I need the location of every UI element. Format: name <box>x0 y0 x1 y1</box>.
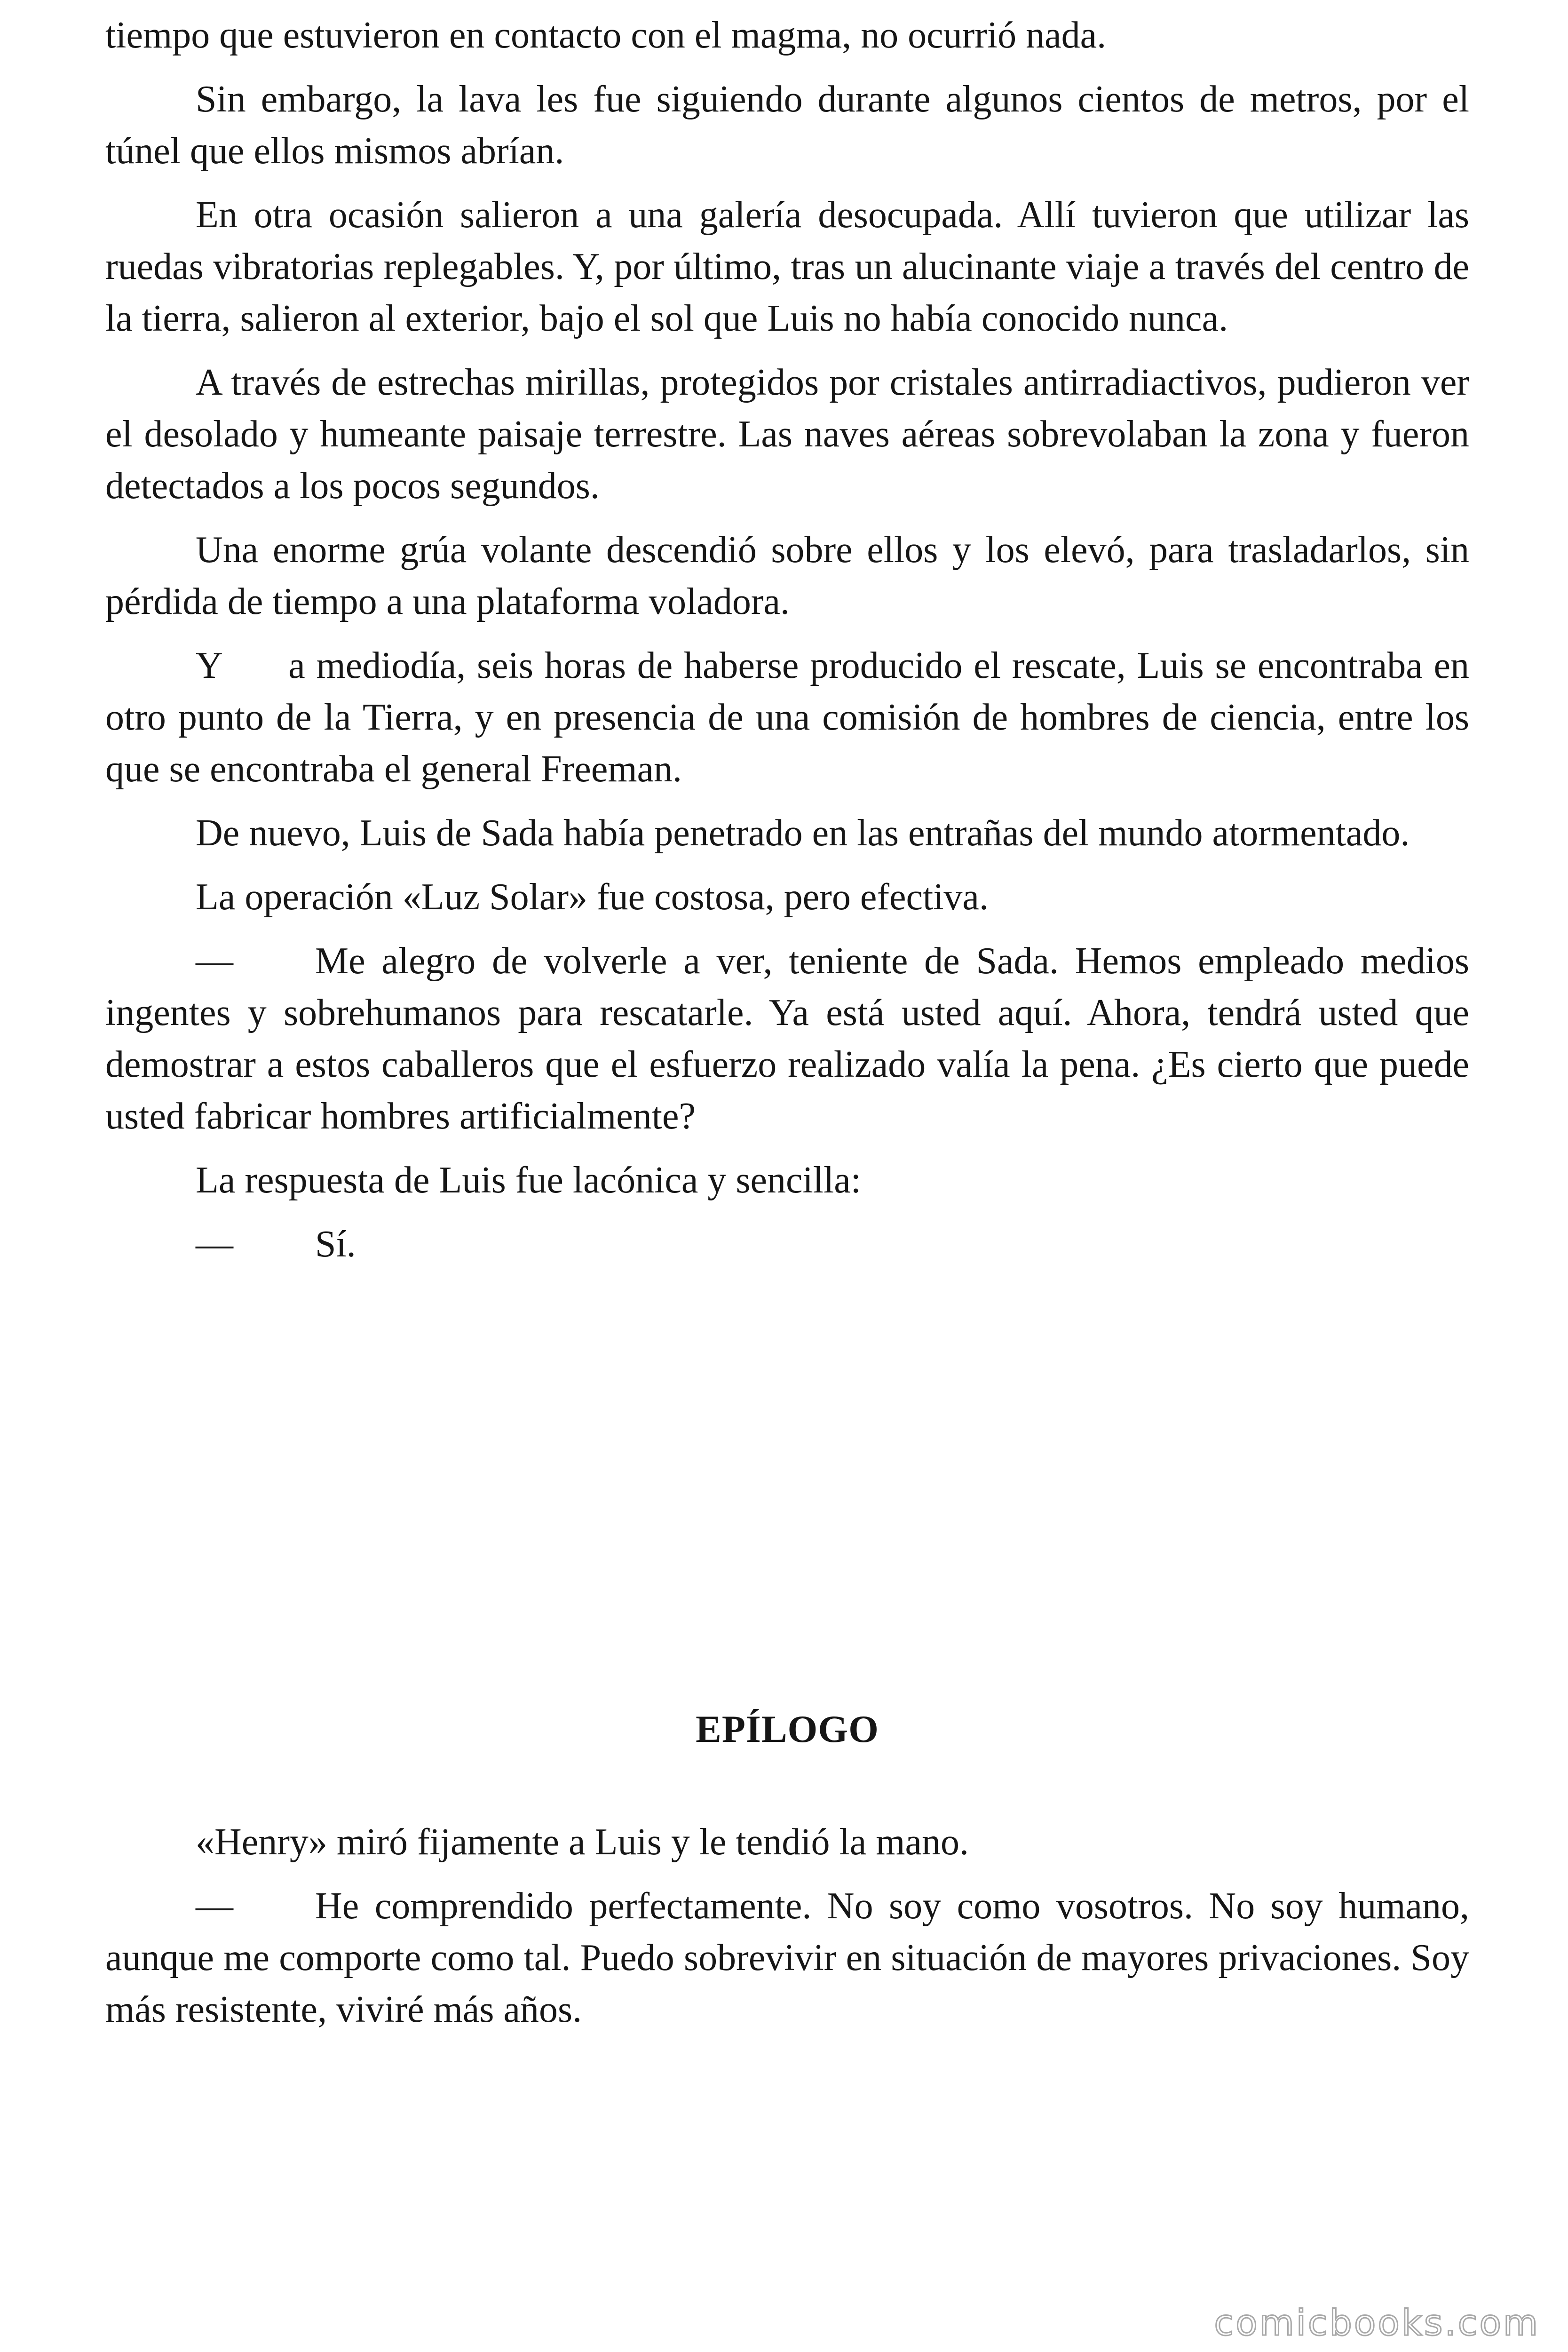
dialogue-paragraph: — He comprendido perfectamente. No soy como vosotros. No soy humano, aunque me comporte como tal. Puedo sobrevivir en situación de mayores privaciones. Soy más resistente, viviré más años. <box>105 1880 1469 2035</box>
heading-spacer <box>105 1755 1469 1816</box>
text-block-after <box>105 1816 1469 2035</box>
paragraph: A través de estrechas mirillas, protegidos por cristales antirradiactivos, pudieron ver el desolado y humeante paisaje terrestre. Las naves aéreas sobrevolaban la zona y fueron detectados a los pocos segundos. <box>105 362 1469 507</box>
paragraph: En otra ocasión salieron a una galería desocupada. Allí tuvieron que utilizar las ruedas vibratorias replegables. Y, por último, tras un alucinante viaje a través del centro de la tierra, salieron al exterior, bajo el sol que Luis no había conocido nunca. <box>105 194 1469 339</box>
dialogue-dash: — <box>196 1885 233 1927</box>
section-spacer <box>105 1282 1469 1703</box>
paragraph: Sin embargo, la lava les fue siguiendo durante algunos cientos de metros, por el túnel que ellos mismos abrían. <box>105 79 1469 172</box>
paragraph: La operación «Luz Solar» fue costosa, pero efectiva. <box>196 876 989 918</box>
watermark-logo: comicbooks.com <box>1214 2302 1540 2344</box>
document-page <box>105 9 1479 2048</box>
text-block-before <box>105 9 1479 1270</box>
dialogue-paragraph: — Me alegro de volverle a ver, teniente de Sada. Hemos empleado medios ingentes y sobrehumanos para rescatarle. Ya está usted aquí. Ahora, tendrá usted que demostrar a estos caballeros que el esfuerzo realizado valía la pena. ¿Es cierto que puede usted fabricar hombres artificialmente? <box>105 935 1469 1142</box>
paragraph: Una enorme grúa volante descendió sobre ellos y los elevó, para trasladarlos, sin pérdida de tiempo a una plataforma voladora. <box>105 529 1469 622</box>
dialogue-dash: — <box>196 940 233 982</box>
dialogue-paragraph: — Sí. <box>105 1218 1469 1270</box>
dialogue-dash: — <box>196 1224 233 1265</box>
paragraph: «Henry» miró fijamente a Luis y le tendió la mano. <box>196 1821 969 1863</box>
paragraph: De nuevo, Luis de Sada había penetrado en las entrañas del mundo atormentado. <box>196 812 1410 854</box>
paragraph: Y a mediodía, seis horas de haberse producido el rescate, Luis se encontraba en otro punto de la Tierra, y en presencia de una comisión de hombres de ciencia, entre los que se encontraba el general Freeman. <box>105 645 1479 790</box>
paragraph: La respuesta de Luis fue lacónica y sencilla: <box>196 1160 861 1201</box>
paragraph: tiempo que estuvieron en contacto con el magma, no ocurrió nada. <box>105 15 1107 56</box>
section-heading: EPÍLOGO <box>696 1708 879 1750</box>
